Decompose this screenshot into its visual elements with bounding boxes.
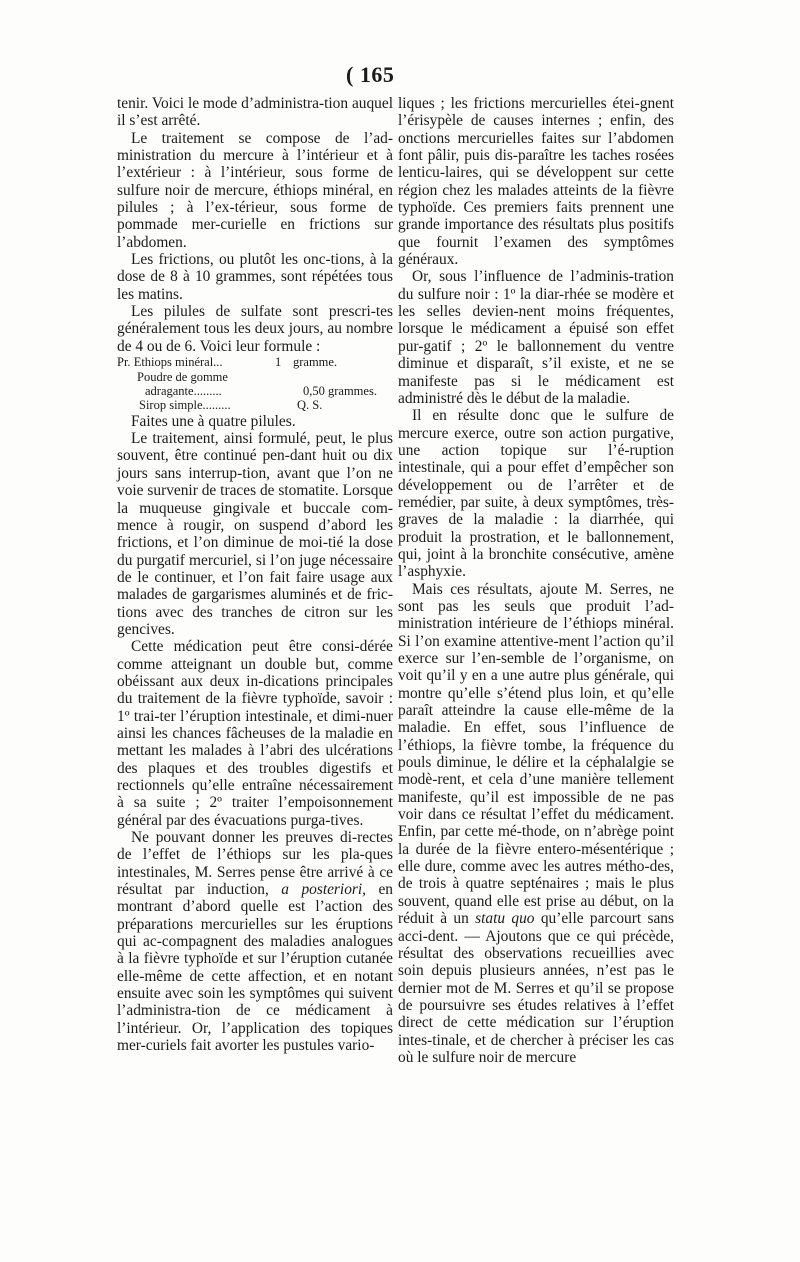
formula-unit [313,370,393,384]
formula-ingredient: adragante......... [145,383,222,398]
formula-ingredient: Sirop simple......... [139,398,231,413]
italic-phrase: a posteriori, [281,881,367,899]
formula-row [117,384,393,398]
paragraph: Cette médication peut être consi-dérée comme atteignant un double but, comme obéissant aux deux in-dications principales du traitement de la fièvre typhoïde, savoir : 1º trai-ter l’éruption intestinale, et dimi-nuer ainsi les chances fâcheuses de la maladie en mettant les malades à l’abri des ulcérations des plaques et des troubles digestifs et rectionnels qu’elle entraîne nécessairement à sa suite ; 2º traiter l’empoisonnement général par des évacuations purga-tives. [117,638,393,829]
paragraph [117,829,393,1054]
page-number: ( 165 [346,62,395,87]
formula-unit: Q. S. [297,398,323,413]
formula-unit: 0,50 grammes. [303,383,377,398]
formula-row [117,370,393,384]
formula-qty: 1 [275,355,282,370]
paragraph: liques ; les frictions mercurielles étei-gnent l’érisypèle de causes internes ; enfin, des onctions mercurielles faites sur l’abdomen font pâlir, puis dis-paraître les taches rosées lenticu-laires, qui se développent sur cette région chez les malades atteints de la fièvre typhoïde. Ces premiers faits prennent une grande importance des résultats plus positifs que fournit l’examen des symptômes généraux. [398,95,674,269]
formula-row [117,355,393,369]
formula-qty [295,370,313,384]
paragraph [398,581,674,1067]
text-run: qu’elle parcourt sans acci-dent. — Ajoutons que ce qui précède, résultat des observations recueillies avec soin depuis plusieurs années, n’est pas le dernier mot de M. Serres et qu’il se propose de poursuivre ses études relatives à l’effet direct de cette médication sur l’éruption intes-tinale, et de chercher à préciser les cas où le sulfure noir de mercure [398,910,674,1066]
paragraph: Les frictions, ou plutôt les onc-tions, à la dose de 8 à 10 grammes, sont répétées tous les matins. [117,251,393,303]
text-run: en montrant d’abord quelle est l’action des préparations mercurielles sur les éruptions qui ac-compagnent des maladies analogues à la fièvre typhoïde et sur l’éruption cutanée elle-même de cette affection, et en notant ensuite avec soin les symptômes qui suivent l’administra-tion de ce médicament à l’intérieur. Or, l’application des topiques mer-curiels fait avorter les pustules vario- [117,881,393,1055]
paragraph: Il en résulte donc que le sulfure de mercure exerce, outre son action purgative, une action topique sur l’é-ruption intestinale, qui a pour effet d’empêcher son développement ou de l’arrêter et de remédier, par suite, à deux symptômes, très-graves de la maladie : la diarrhée, qui produit la prostration, et le ballonnement, qui, joint à la bronchite consécutive, amène l’asphyxie. [398,407,674,581]
formula-ingredient: Poudre de gomme [137,369,228,384]
paragraph: Les pilules de sulfate sont prescri-tes généralement tous les deux jours, au nombre de 4 ou de 6. Voici leur formule : [117,303,393,355]
paragraph: Le traitement, ainsi formulé, peut, le plus souvent, être continué pen-dant huit ou dix jours sans interrup-tion, avant que l’on ne voie survenir de traces de stomatite. Lorsque la muqueuse gingivale et buccale com-mence à rougir, on suspend d’abord les frictions, et l’on diminue de moi-tié la dose du purgatif mercuriel, si l’on juge nécessaire de le continuer, et l’on fait faire usage aux malades de gargarismes aluminés et de fric-tions avec des tranches de citron sur les gencives. [117,430,393,638]
formula-prefix: Pr. [117,355,131,370]
formula-note: Faites une à quatre pilules. [131,412,296,430]
left-column [117,95,393,1055]
formula-unit: gramme. [293,355,338,370]
text-run: Mais ces résultats, ajoute M. Serres, ne sont pas les seuls que produit l’ad-ministration intérieure de l’éthiops minéral. Si l’on examine attentive-ment l’action qu’il exerce sur l’en-semble de l’organisme, on voit qu’il y en a une autre plus générale, qui montre qu’elle s’étend plus loin, et qu’elle paraît atteindre la cause elle-même de la maladie. En effet, sous l’influence de l’éthiops, la fièvre tombe, la fréquence du pouls diminue, le délire et la céphalalgie se modè-rent, et cela d’une manière tellement manifeste, qu’il est impossible de ne pas voir dans ce résultat l’effet du médicament. Enfin, par cette mé-thode, on n’abrège point la durée de la fièvre entero-mésentérique ; elle dure, comme avec les autres métho-des, de trois à quatre septénaires ; mais le plus souvent, quand elle est prise au début, on la réduit à un [398,580,674,928]
italic-phrase: statu quo [475,910,535,928]
paragraph: Or, sous l’influence de l’adminis-tration du sulfure noir : 1º la diar-rhée se modère et les selles devien-nent moins fréquentes, lorsque le médicament a épuisé son effet pur-gatif ; 2º le ballonnement du ventre diminue et disparaît, s’il existe, et ne se manifeste pas si le médicament est administré dès le début de la maladie. [398,268,674,407]
prescription-formula [117,355,393,413]
text-run: Ne pouvant donner les preuves di-rectes de l’effet de l’éthiops sur les pla-ques intestinales, M. Serres pense être arrivé à ce résultat par induction, [117,829,393,899]
paragraph: tenir. Voici le mode d’administra-tion auquel il s’est arrêté. [117,95,393,130]
formula-row [117,398,393,412]
paragraph: Le traitement se compose de l’ad-ministration du mercure à l’intérieur et à l’extérieur : à l’intérieur, sous forme de sulfure noir de mercure, éthiops minéral, en pilules ; à l’ex-térieur, sous forme de pommade mer-curielle en frictions sur l’abdomen. [117,129,393,251]
formula-ingredient: Ethiops minéral... [133,355,223,370]
right-column [398,95,674,1066]
